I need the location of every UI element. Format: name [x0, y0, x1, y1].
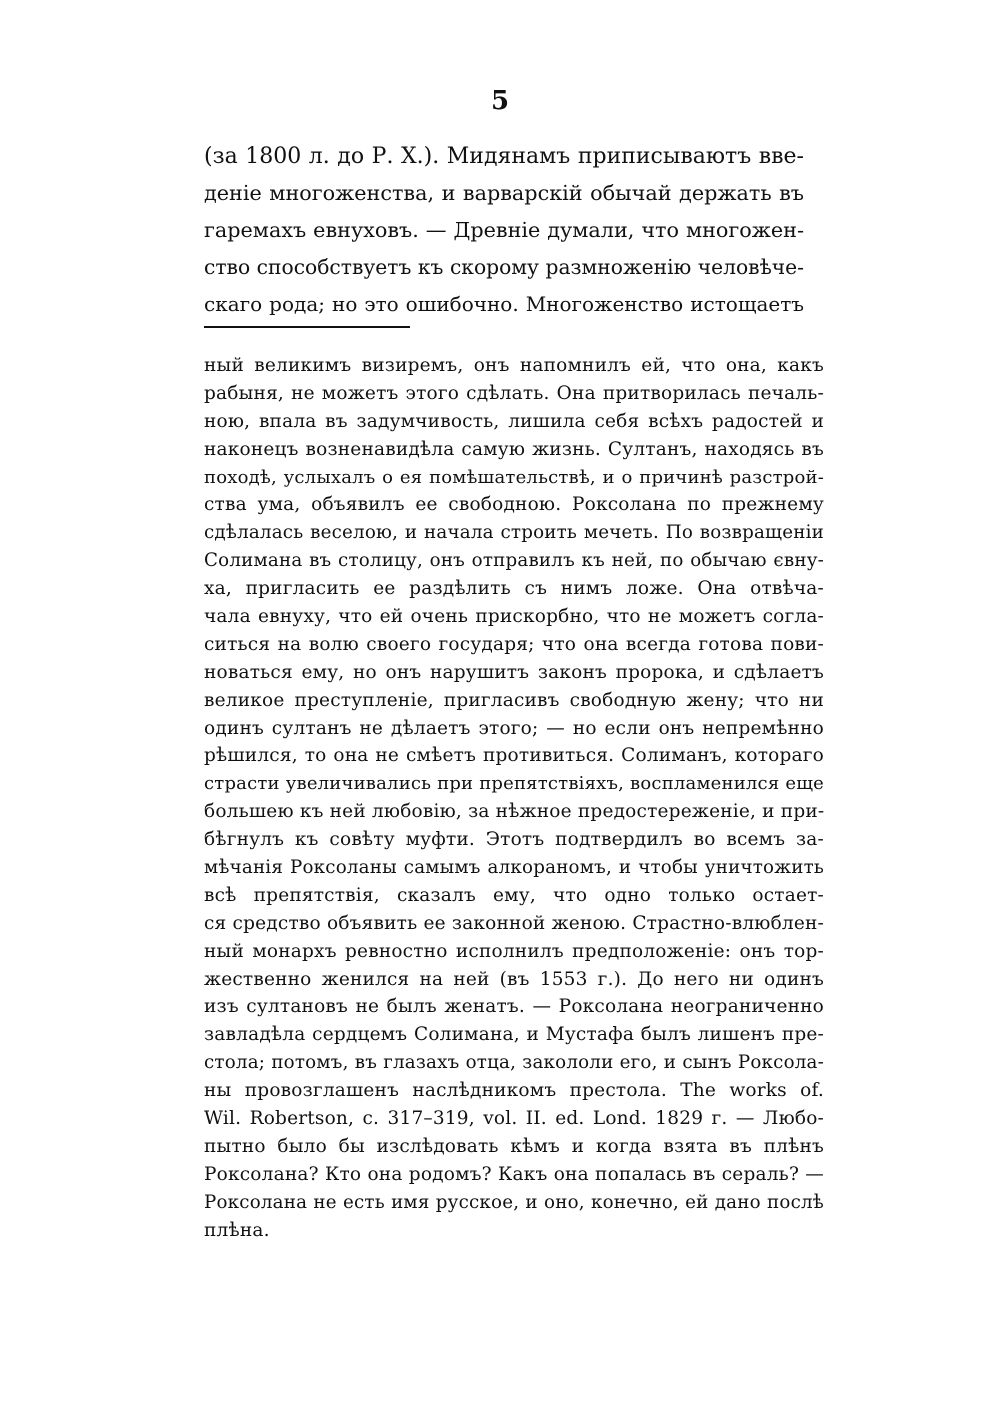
footnote-line: пытно было бы изслѣдовать кѣмъ и когда взята въ плѣнъ — [204, 1135, 824, 1157]
footnote-line: большею къ ней любовію, за нѣжное предостереженіе, и при- — [204, 801, 825, 823]
footnote-line: бѣгнулъ къ совѣту муфти. Этотъ подтвердилъ во всемъ за- — [204, 829, 824, 851]
footnote-line: рѣшился, то она не смѣетъ противиться. Солиманъ, котораго — [204, 745, 824, 767]
main-text-line: ство способствуетъ къ скорому размноженію человѣче- — [204, 255, 804, 279]
footnote-line: ситься на волю своего государя; что она всегда готова пови- — [204, 633, 824, 655]
main-text-line: гаремахъ евнуховъ. — Древніе думали, что многожен- — [204, 218, 804, 242]
footnote-line: плѣна. — [204, 1219, 270, 1241]
footnote-line: всѣ препятствія, сказалъ ему, что одно только остает- — [204, 884, 824, 906]
footnote-line: мѣчанія Роксоланы самымъ алкораномъ, и чтобы уничтожить — [204, 857, 824, 879]
main-text — [204, 138, 804, 323]
footnote-line: завладѣла сердцемъ Солимана, и Мустафа былъ лишенъ пре- — [204, 1024, 824, 1046]
footnote-line: ный монархъ ревностно исполнилъ предположеніе: онъ тор- — [204, 940, 824, 962]
footnote-line: ною, впала въ задумчивость, лишила себя всѣхъ радостей и — [204, 410, 824, 432]
footnote — [204, 352, 824, 1245]
footnote-line: великое преступленіе, пригласивъ свободную жену; что ни — [204, 689, 824, 711]
footnote-line: стола; потомъ, въ глазахъ отца, закололи его, и сынъ Роксола- — [204, 1052, 824, 1074]
footnote-line: Роксолана? Кто она родомъ? Какъ она попалась въ сераль? — — [204, 1163, 824, 1185]
main-text-line: (за 1800 л. до Р. X.). Мидянамъ приписываютъ вве- — [204, 144, 804, 169]
page-number: 5 — [490, 86, 510, 116]
main-text-line: деніе многоженства, и варварскій обычай держать въ — [204, 181, 804, 205]
footnote-line: страсти увеличивались при препятствіяхъ, воспламенился еще — [204, 773, 824, 795]
footnote-line: Роксолана не есть имя русское, и оно, конечно, ей дано послѣ — [204, 1191, 824, 1213]
footnote-line: ства ума, объявилъ ее свободною. Роксолана по прежнему — [204, 494, 824, 516]
footnote-line: Wil. Robertson, c. 317–319, vol. II. ed. Lond. 1829 г. — Любо- — [204, 1108, 824, 1130]
footnote-line: ха, пригласить ее раздѣлить съ нимъ ложе. Она отвѣча- — [204, 578, 824, 600]
footnote-line: ны провозглашенъ наслѣдникомъ престола. The works of. — [204, 1080, 824, 1102]
footnote-line: ся средство объявить ее законной женою. Страстно-влюблен- — [204, 912, 824, 934]
footnote-line: жественно женился на ней (въ 1553 г.). До него ни одинъ — [204, 968, 824, 990]
footnote-line: сдѣлалась веселою, и начала строить мечеть. По возвращеніи — [204, 522, 824, 544]
footnote-line: Солимана въ столицу, онъ отправилъ къ ней, по обычаю євну- — [204, 550, 824, 572]
footnote-divider — [204, 326, 410, 328]
footnote-line: одинъ султанъ не дѣлаетъ этого; — но если онъ непремѣнно — [204, 717, 824, 739]
footnote-line: новаться ему, но онъ нарушитъ законъ пророка, и сдѣлаетъ — [204, 661, 824, 683]
main-text-line: скаго рода; но это ошибочно. Многоженство истощаетъ — [204, 292, 804, 316]
footnote-line: наконецъ возненавидѣла самую жизнь. Султанъ, находясь въ — [204, 438, 824, 460]
footnote-line: рабыня, не можетъ этого сдѣлать. Она притворилась печаль- — [204, 382, 824, 404]
footnote-line: ный великимъ визиремъ, онъ напомнилъ ей, что она, какъ — [204, 355, 824, 376]
footnote-line: походѣ, услыхалъ о ея помѣшательствѣ, и о причинѣ разстрой- — [204, 466, 824, 488]
footnote-line: чала евнуху, что ей очень прискорбно, что не можетъ согла- — [204, 606, 824, 628]
footnote-line: изъ султановъ не былъ женатъ. — Роксолана неограниченно — [204, 996, 824, 1018]
